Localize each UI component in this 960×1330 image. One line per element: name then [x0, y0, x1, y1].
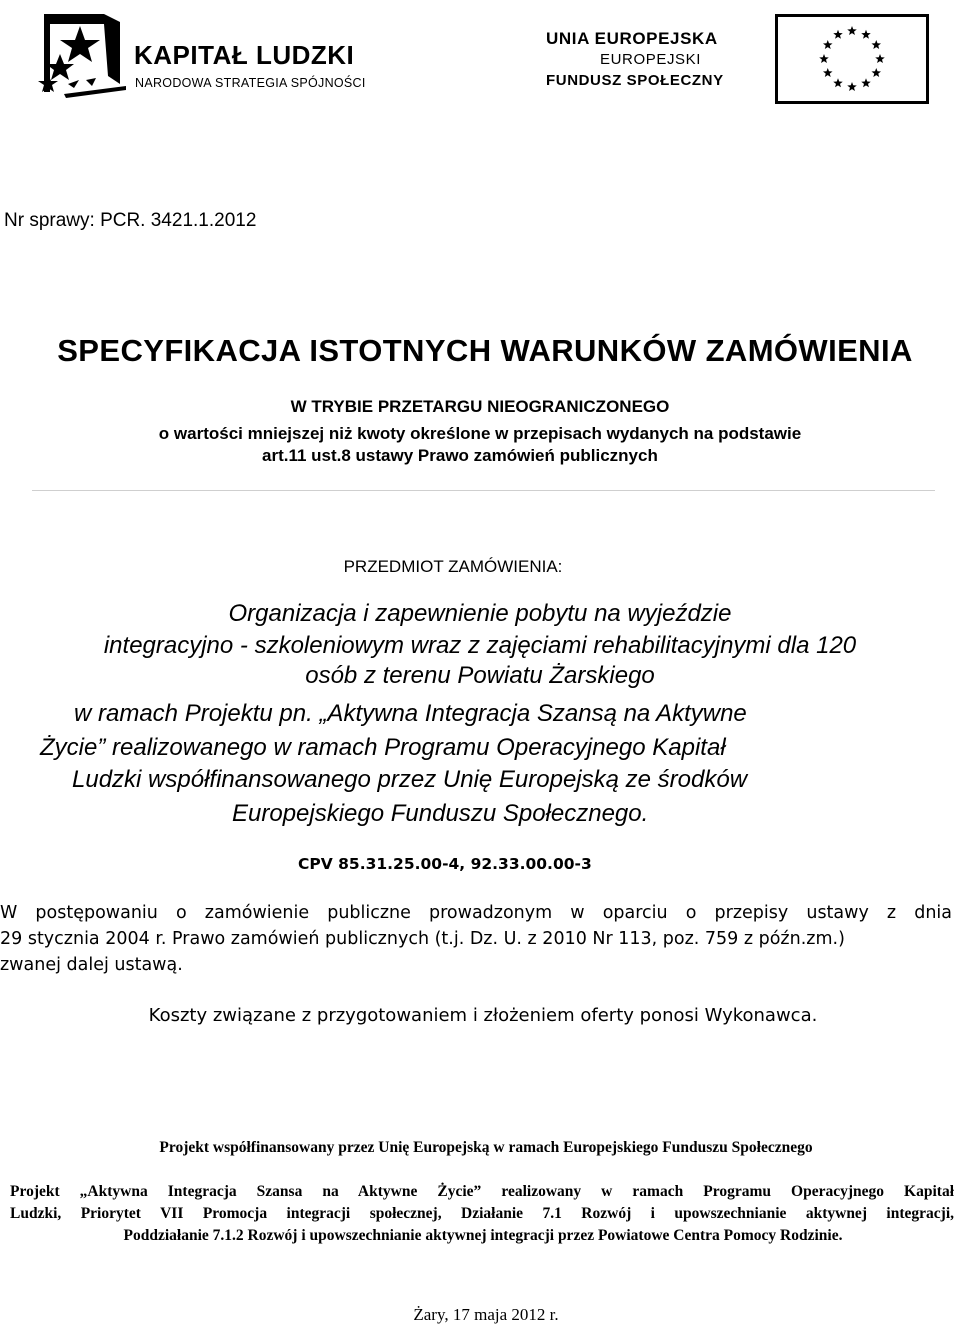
- eu-logo-line-1: UNIA EUROPEJSKA: [546, 29, 718, 48]
- cpv-codes: CPV 85.31.25.00-4, 92.33.00.00-3: [298, 855, 592, 873]
- eu-star-icon: [819, 54, 829, 63]
- eu-star-icon: [847, 26, 857, 35]
- eu-flag-icon: [775, 14, 929, 104]
- eu-star-icon: [871, 40, 881, 49]
- kapital-ludzki-subtitle: NARODOWA STRATEGIA SPÓJNOŚCI: [135, 76, 366, 90]
- procedure-text-line: W postępowaniu o zamówienie publiczne prowadzonym w oparciu o przepisy ustawy z dnia: [0, 903, 952, 923]
- procedure-mode: W TRYBIE PRZETARGU NIEOGRANICZONEGO: [290, 397, 670, 416]
- eu-logo-line-2: EUROPEJSKI: [600, 51, 702, 68]
- kapital-ludzki-logo: [34, 14, 394, 104]
- eu-star-icon: [833, 78, 843, 87]
- document-title: SPECYFIKACJA ISTOTNYCH WARUNKÓW ZAMÓWIENIA: [57, 333, 913, 368]
- subject-label: PRZEDMIOT ZAMÓWIENIA:: [343, 557, 563, 576]
- subject-line: Ludzki współfinansowanego przez Unię Europejską ze środków: [72, 766, 748, 793]
- value-line-2: art.11 ust.8 ustawy Prawo zamówień publicznych: [262, 446, 658, 465]
- subject-line: w ramach Projektu pn. „Aktywna Integracja Szansą na Aktywne: [74, 700, 747, 727]
- eu-star-icon: [823, 68, 833, 77]
- eu-stars-icon: [778, 17, 926, 101]
- eu-star-icon: [875, 54, 885, 63]
- project-info-line: Poddziałanie 7.1.2 Rozwój i upowszechnianie aktywnej integracji przez Powiatowe Centra Pomocy Rodzinie.: [123, 1227, 843, 1244]
- eu-logo-text: [546, 28, 761, 91]
- kapital-ludzki-title: KAPITAŁ LUDZKI: [134, 40, 355, 70]
- cofinance-note: Projekt współfinansowany przez Unię Europejską w ramach Europejskiego Funduszu Społecznego: [159, 1139, 813, 1156]
- eu-star-icon: [823, 40, 833, 49]
- kapital-ludzki-stars-icon: [34, 14, 126, 104]
- subject-line: Życie” realizowanego w ramach Programu Operacyjnego Kapitał: [40, 734, 726, 761]
- project-info-line: Projekt „Aktywna Integracja Szansa na Aktywne Życie” realizowany w ramach Programu Operacyjnego Kapitał: [10, 1183, 954, 1200]
- divider: [32, 490, 935, 491]
- eu-star-icon: [833, 30, 843, 39]
- place-date: Żary, 17 maja 2012 r.: [413, 1305, 559, 1324]
- eu-star-icon: [847, 82, 857, 91]
- eu-star-icon: [871, 68, 881, 77]
- case-number: Nr sprawy: PCR. 3421.1.2012: [4, 210, 257, 231]
- eu-star-icon: [861, 30, 871, 39]
- costs-note: Koszty związane z przygotowaniem i złożeniem oferty ponosi Wykonawca.: [148, 1005, 818, 1026]
- eu-logo-line-3: FUNDUSZ SPOŁECZNY: [546, 72, 724, 89]
- project-info-line: Ludzki, Priorytet VII Promocja integracji społecznej, Działanie 7.1 Rozwój i upowszechnianie aktywnej integracji,: [10, 1205, 954, 1222]
- subject-line: osób z terenu Powiatu Żarskiego: [305, 662, 655, 689]
- subject-line: integracyjno - szkoleniowym wraz z zajęciami rehabilitacyjnymi dla 120: [103, 632, 857, 659]
- procedure-text-line: zwanej dalej ustawą.: [0, 955, 183, 975]
- value-line-1: o wartości mniejszej niż kwoty określone w przepisach wydanych na podstawie: [158, 424, 802, 443]
- subject-line: Europejskiego Funduszu Społecznego.: [232, 800, 649, 827]
- eu-star-icon: [861, 78, 871, 87]
- subject-line: Organizacja i zapewnienie pobytu na wyjeździe: [228, 600, 732, 627]
- procedure-text-line: 29 stycznia 2004 r. Prawo zamówień publicznych (t.j. Dz. U. z 2010 Nr 113, poz. 759 z późn.zm.): [0, 929, 845, 949]
